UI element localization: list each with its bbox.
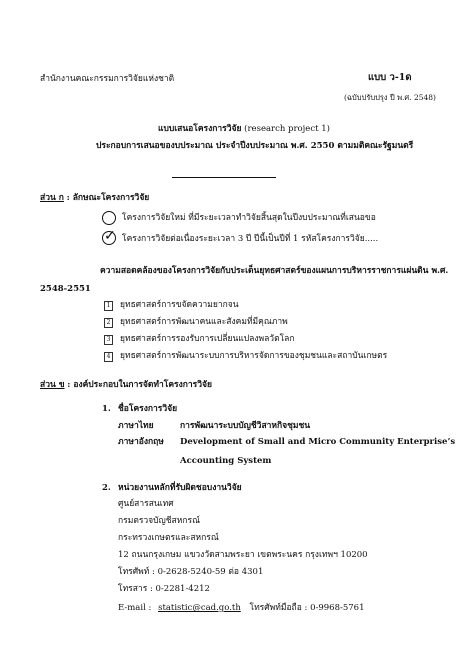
section-a-heading (40, 193, 149, 203)
agency-name: สำนักงานคณะกรรมการวิจัยแห่งชาติ (40, 74, 175, 84)
item-2-number: 2. (102, 483, 111, 493)
strategy-label: ยุทธศาสตร์การรองรับการเปลี่ยนแปลงพลวัตโลก (120, 334, 295, 344)
revision-note: (ฉบับปรับปรุง ปี พ.ศ. 2548) (344, 93, 436, 102)
strategy-checkbox[interactable]: 2 (104, 318, 113, 328)
org-address-line: 12 ถนนกรุงเกษม แขวงวัดสามพระยา เขตพระนคร กรุงเทพฯ 10200 (118, 550, 368, 560)
check-icon: ✓ (104, 228, 116, 244)
email-link[interactable]: statistic@cad.go.th (158, 603, 241, 613)
strategy-label: ยุทธศาสตร์การพัฒนาคนและสังคมที่มีคุณภาพ (120, 317, 288, 327)
org-address-line: โทรสาร : 0-2281-4212 (118, 584, 210, 594)
item-1-title: ชื่อโครงการวิจัย (118, 404, 178, 414)
org-address-line: กระทรวงเกษตรและสหกรณ์ (118, 533, 219, 543)
thai-name-value: การพัฒนาระบบบัญชีวิสาหกิจชุมชน (180, 421, 311, 431)
item-2-title: หน่วยงานหลักที่รับผิดชอบงานวิจัย (118, 483, 242, 493)
title-english: (research project 1) (244, 124, 330, 134)
org-address-line: ศูนย์สารสนเทศ (118, 499, 174, 509)
document-title (158, 124, 330, 134)
org-address-line: โทรศัพท์ : 0-2628-5240-59 ต่อ 4301 (118, 567, 264, 577)
option-continuing-project: โครงการวิจัยต่อเนื่องระยะเวลา 3 ปี ปีนี้เป็นปีที่ 1 รหัสโครงการวิจัย..... (122, 234, 379, 244)
english-name-value-1: Development of Small and Micro Community Enterprise’s (180, 437, 456, 447)
contact-line (118, 603, 364, 613)
strategy-years: 2548-2551 (40, 284, 91, 294)
thai-name-label: ภาษาไทย (118, 421, 154, 431)
email-label: E-mail : (118, 603, 152, 613)
strategy-label: ยุทธศาสตร์การพัฒนาระบบการบริหารจัดการของชุมชนและสถาบันเกษตร (120, 351, 388, 361)
title-divider (172, 177, 276, 178)
strategy-label: ยุทธศาสตร์การขจัดความยากจน (120, 300, 239, 310)
form-code: แบบ ว-1ด (368, 72, 412, 83)
section-a-label: ส่วน ก (40, 193, 64, 203)
org-address-line: กรมตรวจบัญชีสหกรณ์ (118, 516, 200, 526)
section-b-label: ส่วน ข (40, 380, 65, 390)
strategy-checkbox[interactable]: 4 (104, 352, 113, 362)
strategy-checkbox[interactable]: 1 (104, 301, 113, 311)
radio-new-project[interactable] (102, 211, 116, 225)
section-a-title: : ลักษณะโครงการวิจัย (66, 193, 150, 203)
strategy-checkbox[interactable]: 3 (104, 335, 113, 345)
section-b-title: : องค์ประกอบในการจัดทำโครงการวิจัย (67, 380, 212, 390)
mobile-phone: โทรศัพท์มือถือ : 0-9968-5761 (249, 603, 365, 613)
option-new-project: โครงการวิจัยใหม่ ที่มีระยะเวลาทำวิจัยสิ้นสุดในปีงบประมาณที่เสนอขอ (122, 213, 376, 223)
item-1-number: 1. (102, 404, 111, 414)
document-subtitle: ประกอบการเสนอของบประมาณ ประจำปีงบประมาณ พ.ศ. 2550 ตามมติคณะรัฐมนตรี (96, 141, 414, 151)
english-name-value-2: Accounting System (180, 456, 272, 466)
section-b-heading (40, 380, 212, 390)
strategy-heading: ความสอดคล้องของโครงการวิจัยกับประเด็นยุทธศาสตร์ของแผนการบริหารราชการแผ่นดิน พ.ศ. (100, 266, 449, 276)
title-thai: แบบเสนอโครงการวิจัย (158, 124, 242, 134)
english-name-label: ภาษาอังกฤษ (118, 437, 164, 447)
